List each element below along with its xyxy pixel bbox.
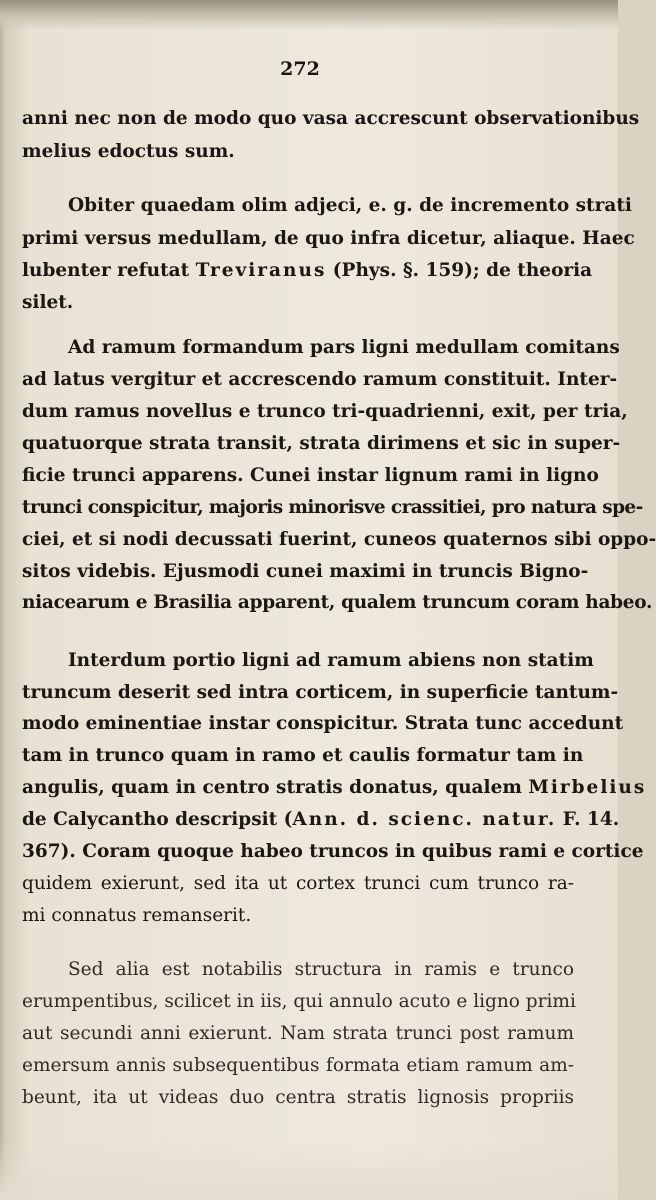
text-line: Obiter quaedam olim adjeci, e. g. de incremento strati [68,195,632,216]
text-line: tam in trunco quam in ramo et caulis formatur tam in [22,745,584,766]
text-line: beunt, ita ut videas duo centra stratis lignosis propriis [22,1087,574,1108]
text-line: Ad ramum formandum pars ligni medullam comitans [68,337,620,358]
text-line: erumpentibus, scilicet in iis, qui annulo acuto e ligno primi [22,991,576,1012]
text-line-with-spaced-name [22,773,647,803]
text-line: ad latus vergitur et accrescendo ramum constituit. Inter- [22,369,618,390]
text-line: anni nec non de modo quo vasa accrescunt observationibus [22,108,640,129]
text-line: Interdum portio ligni ad ramum abiens non statim [68,650,594,671]
text-line: primi versus medullam, de quo infra dicetur, aliaque. Haec [22,228,635,249]
spaced-author-name: Treviranus [195,260,327,281]
text-line: quidem exierunt, sed ita ut cortex trunci cum trunco ra- [22,873,574,894]
text-line: niacearum e Brasilia apparent, qualem truncum coram habeo. [22,592,653,613]
page-top-shadow [0,0,618,30]
spaced-citation: Ann. d. scienc. natur. [292,809,557,830]
text-line: emersum annis subsequentibus formata etiam ramum am- [22,1055,574,1076]
text-segment: lubenter refutat [22,260,196,281]
text-segment: F. 14. [556,809,620,830]
text-line: quatuorque strata transit, strata dirimens et sic in super- [22,433,621,454]
text-line: truncum deserit sed intra corticem, in superficie tantum- [22,682,619,703]
text-line: mi connatus remanserit. [22,905,252,926]
text-line: silet. [22,292,74,313]
text-segment: de Calycantho descripsit ( [22,809,293,830]
page-number: 272 [280,58,320,80]
spaced-author-name: Mirbelius [528,777,647,798]
text-line: Sed alia est notabilis structura in ramis e trunco [68,959,574,980]
text-line: 367). Coram quoque habeo truncos in quibus rami e cortice [22,841,644,862]
text-line: aut secundi anni exierunt. Nam strata trunci post ramum [22,1023,574,1044]
text-segment: (Phys. §. 159); de theoria [326,260,593,281]
text-line: modo eminentiae instar conspicitur. Strata tunc accedunt [22,713,624,734]
text-segment: angulis, quam in centro stratis donatus, qualem [22,777,529,798]
text-line: ficie trunci apparens. Cunei instar lignum rami in ligno [22,465,599,486]
text-line: trunci conspicitur, majoris minorisve crassitiei, pro natura spe- [22,497,643,518]
text-line: melius edoctus sum. [22,141,235,162]
page-bottom-shade [0,1140,618,1200]
text-line: ciei, et si nodi decussati fuerint, cuneos quaternos sibi oppo- [22,529,656,550]
text-line: dum ramus novellus e trunco tri-quadrienni, exit, per tria, [22,401,628,422]
text-line: sitos videbis. Ejusmodi cunei maximi in truncis Bigno- [22,561,589,582]
text-line-with-spaced-citation [22,805,620,835]
text-line-with-spaced-name [22,256,593,286]
